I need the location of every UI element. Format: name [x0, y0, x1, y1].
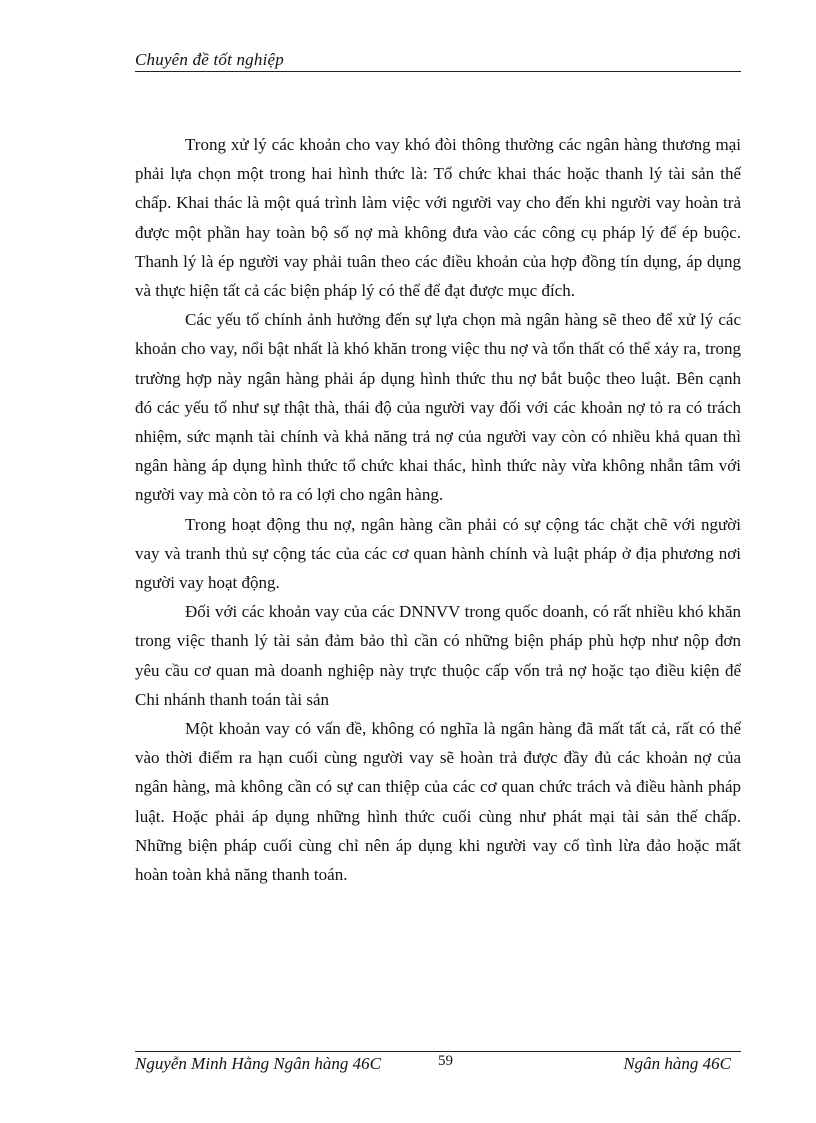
- body-paragraph: Một khoản vay có vấn đề, không có nghĩa là ngân hàng đã mất tất cả, rất có thể vào thời điểm ra hạn cuối cùng người vay sẽ hoàn trả được đầy đủ các khoản nợ của ngân hàng, mà không cần có sự can thiệp của các cơ quan chức trách và điều hành pháp luật. Hoặc phải áp dụng những hình thức cuối cùng như phát mại tài sản thế chấp. Những biện pháp cuối cùng chỉ nên áp dụng khi người vay cố tình lừa đảo hoặc mất hoàn toàn khả năng thanh toán.: [135, 719, 741, 885]
- footer-author: Nguyễn Minh Hằng Ngân hàng 46C: [135, 1054, 382, 1073]
- footer-department: Ngân hàng 46C: [623, 1054, 731, 1073]
- running-header-title: Chuyên đề tốt nghiệp: [135, 50, 284, 69]
- body-paragraph: Trong xử lý các khoản cho vay khó đòi thông thường các ngân hàng thương mại phải lựa chọn một trong hai hình thức là: Tổ chức khai thác hoặc thanh lý tài sản thế chấp. Khai thác là một quá trình làm việc với người vay cho đến khi người vay hoàn trả được một phần hay toàn bộ số nợ mà không đưa vào các công cụ pháp lý để ép buộc. Thanh lý là ép người vay phải tuân theo các điều khoản của hợp đồng tín dụng, áp dụng và thực hiện tất cả các biện pháp lý có thể để đạt được mục đích.: [135, 135, 741, 301]
- body-paragraph: Đối với các khoản vay của các DNNVV trong quốc doanh, có rất nhiều khó khăn trong việc thanh lý tài sản đảm bảo thì cần có những biện pháp phù hợp như nộp đơn yêu cầu cơ quan mà doanh nghiệp này trực thuộc cấp vốn trả nợ hoặc tạo điều kiện để Chi nhánh thanh toán tài sản: [135, 602, 741, 709]
- body-paragraph: Trong hoạt động thu nợ, ngân hàng cần phải có sự cộng tác chặt chẽ với người vay và tranh thủ sự cộng tác của các cơ quan hành chính và luật pháp ở địa phương nơi người vay hoạt động.: [135, 514, 741, 593]
- body-paragraph: Các yếu tố chính ảnh hưởng đến sự lựa chọn mà ngân hàng sẽ theo để xử lý các khoản cho vay, nổi bật nhất là khó khăn trong việc thu nợ và tổn thất có thể xảy ra, trong trường hợp này ngân hàng phải áp dụng hình thức thu nợ bắt buộc theo luật. Bên cạnh đó các yếu tố như sự thật thà, thái độ của người vay đối với các khoản nợ tỏ ra có trách nhiệm, sức mạnh tài chính và khả năng trả nợ của người vay còn có nhiều khả quan thì ngân hàng áp dụng hình thức tổ chức khai thác, hình thức này vừa không nhẫn tâm với người vay mà còn tỏ ra có lợi cho ngân hàng.: [135, 310, 741, 505]
- header-divider: [135, 71, 741, 72]
- document-body: [135, 130, 741, 889]
- footer-divider: [135, 1051, 741, 1052]
- page-number: 59: [438, 1053, 453, 1069]
